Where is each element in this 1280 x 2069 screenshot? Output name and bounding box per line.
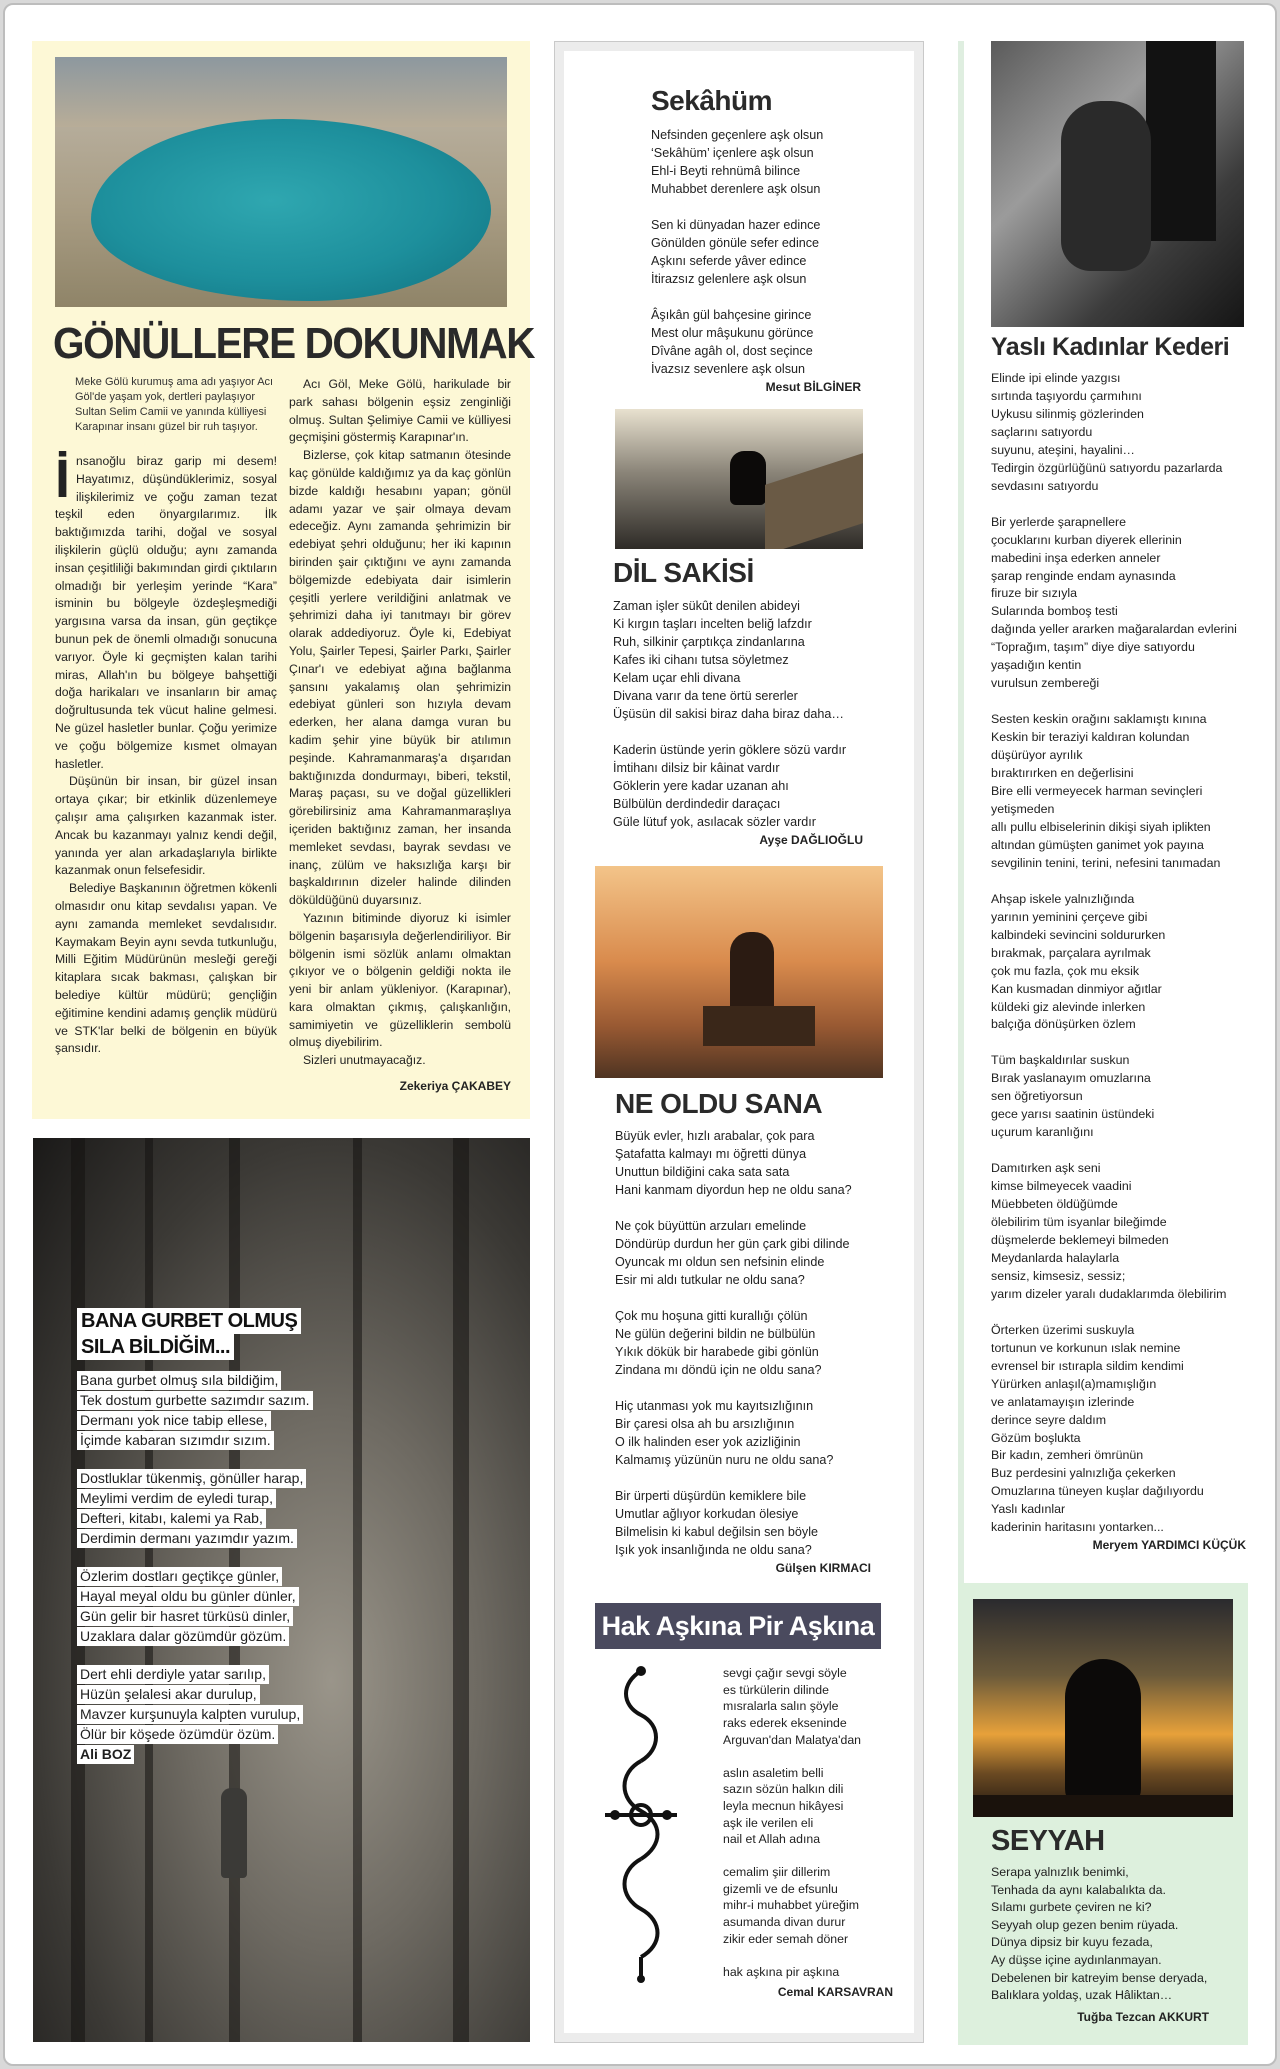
lake-photo xyxy=(55,57,507,307)
woman-silhouette xyxy=(1061,101,1151,271)
bench xyxy=(765,453,863,549)
seyyah-poem: Serapa yalnızlık benimki, Tenhada da aynı kalabalıkta da. Sılamı gurbete çeviren ne ki? Seyyah olup gezen benim rüyada. Dünya dipsiz bir kuyu fezada, Ay düşse içine aydınlanmayan. Debelenen bir katreyim bense deryada, Balıklara yoldaş, uzak Hâliktan… Tuğba Tezcan AKKURT xyxy=(991,1864,1239,2026)
sunset-girl-photo xyxy=(973,1599,1233,1817)
doorway xyxy=(1146,41,1216,241)
ne-oldu-sana-title: NE OLDU SANA xyxy=(615,1088,823,1119)
tree-trunk xyxy=(353,1138,362,2042)
ne-oldu-sana-author: Gülşen KIRMACI xyxy=(775,1561,871,1575)
article-paragraph: Bizlerse, çok kitap satmanın ötesinde kaç gönülde kaldığımız ya da kaç gönlün bizde kaldığı hesabını yapan; gönül adamı yazar ve şair olmaya devam edeceğiz. Aynı zamanda şehrimizin bir edebiyat şehri olduğunu; her iki kapının birinden şair çıktığını ve aynı zamanda bölgemizde edebiyata dair isimlerin çeşitli yerlere verildiğini anlatmak ve şehrimizi daha iyi tanıtmayı bir görev olarak addediyoruz. Öyle ki, Edebiyat Yolu, Şairler Tepesi, Şairler Parkı, Şairler Çınar'ı ve edebiyat ağına bağlanma şansını yakalamış olan şehrimizin edebiyat günleri son hızıyla devam ederken, her alana damga vuran bu kadim şehir yine büyük bir atılımın peşinde. Kahramanmaraş'a dışarıdan baktığınızda dondurmayı, biberi, tekstil, Maraş paçası, su ve doğal güzellikleri görebilirsiniz ama Kahramanmaraşlıya içeriden baktığınız zaman, her insanda memleket sevdası, bayrak sevdası ve inanç, zülüm ve haksızlığa karşı bir başkaldırının dizeler halinde dilinden döküldüğünü duyarsınız. xyxy=(289,448,511,908)
magazine-page xyxy=(3,3,1277,2066)
hak-askina-title: Hak Aşkına Pir Aşkına xyxy=(595,1603,881,1649)
yasli-kadinlar-author: Meryem YARDIMCI KÜÇÜK xyxy=(1092,1538,1246,1553)
gurbet-title-line: BANA GURBET OLMUŞ xyxy=(77,1308,301,1334)
article-paragraph: İnsanoğlu biraz garip mi desem! Hayatımız, düşündüklerimiz, sosyal ilişkilerimiz ve çoğu zaman tezat teşkil eden önyargılarımız. İlk baktığımızda tarihi, doğal ve sosyal ilişkilerin güçlü olduğu; aynı zamanda insan çeşitliliği bakımından girdi çıktıların olmadığı bir yerleşim yerinde “Kara” isminin bu bölgeyle özdeşleşmediği yargısına varsa da insan, gün geçtikçe bunun pek de önemli olmadığı sonucuna varıyor. Öyle ki geçmişten kalan tarihi miras, Allah'ın bu bölgeye bahşettiği doğa harikaları ve insanların bir amaç doğrultusunda tek vücut haline gelmesi. Ne güzel hasletler bunlar. Çoğu yerimize ve çoğu bölgemize kısmet olmayan hasletler. xyxy=(55,449,277,771)
person-silhouette xyxy=(730,932,774,1012)
old-woman-photo xyxy=(991,41,1244,327)
article-paragraph: Acı Göl, Meke Gölü, harikulade bir park sahası bölgenin eşsiz zenginliği olmuş. Sultan Şelimiye Camii ve külliyesi geçmişini göstermiş Karapınar'ın. xyxy=(289,377,511,445)
gurbet-title-line: SILA BİLDİĞİM... xyxy=(77,1334,234,1360)
gurbet-stanza-1: Bana gurbet olmuş sıla bildiğim, Tek dostum gurbette sazımdır sazım. Dermanı yok nice tabip ellese, İçimde kabaran sızımdır sızım. xyxy=(77,1370,337,1450)
dil-sakisi-poem: Zaman işler sükût denilen abideyi Ki kırgın taşları incelten beliğ lafzdır Ruh, silkinir çarptıkça zindanlarına Kafes iki cihanı tutsa söyletmez Kelam uçar ehli divana Divana varır da tene örtü sererler Üşüsün dil sakisi biraz daha biraz daha… Kaderin üstünde yerin göklere sözü vardır İmtihanı dilsiz bir kâinat vardır Göklerin yere kadar uzanan ahı Bülbülün derdindedir daraçacı Güle lütuf yok, asılacak sözler vardır Ayşe DAĞLIOĞLU xyxy=(613,599,863,847)
lake-shore xyxy=(55,57,507,127)
tree-trunk xyxy=(453,1138,469,2042)
dil-sakisi-title: DİL SAKİSİ xyxy=(613,557,754,588)
sitting-man-silhouette xyxy=(730,451,766,505)
article-paragraph: Yazının bitiminde diyoruz ki isimler bölgenin başarısıyla değerlendiriliyor. Bir bölgenin ismi sözlük anlamı olmaktan çıkıyor ve o bölgenin geldiği nokta ile yeni bir anlam yükleniyor. (Karapınar), kara olmaktan çıkmış, çalışkanlığın, samimiyetin ve güzelliklerin sembolü olmuş diyebilirim. xyxy=(289,910,511,1050)
lake-water xyxy=(91,119,491,301)
article-paragraph: Sizleri unutmayacağız. xyxy=(303,1053,426,1068)
article-title: GÖNÜLLERE DOKUNMAK xyxy=(53,319,535,368)
article-column-2 xyxy=(289,376,511,1096)
gurbet-stanza-3: Özlerim dostları geçtikçe günler, Hayal meyal oldu bu günler dünler, Gün gelir bir hasret türküsü dinler, Uzaklara dalar gözümdür gözüm. xyxy=(77,1566,337,1646)
gurbet-stanza-4: Dert ehli derdiyle yatar sarılıp, Hüzün şelalesi akar durulup, Mavzer kurşunuyla kalpten vurulup, Ölür bir köşede özümdür özüm. Ali BOZ xyxy=(77,1664,337,1764)
article-author: Zekeriya ÇAKABEY xyxy=(399,1079,511,1094)
bench-photo xyxy=(615,409,863,549)
gurbet-stanza-2: Dostluklar tükenmiş, gönüller harap, Meylimi verdim de eyledi turap, Defteri, kitabı, kalemi ya Rab, Derdimin dermanı yazımdır yazım. xyxy=(77,1468,337,1548)
dil-sakisi-author: Ayşe DAĞLIOĞLU xyxy=(759,833,863,847)
seyyah-title: SEYYAH xyxy=(991,1825,1105,1857)
article-paragraph: Belediye Başkanının öğretmen kökenli olmasıdır onu kitap sevdalısı yapan. Ve aynı zamanda memleket sevdalısıdır. Kaymakam Beyin aynı sevda tutkunluğu, Milli Eğitim Müdürünün mesleği gereği kitaplara sıcak bakması, çalışkan bir belediye kültür müdürü; gençliğin eğitimine kendini adamış gençlik müdürü ve STK'lar belki de bölgenin en büyük şansıdır. xyxy=(55,881,277,1056)
article-column-1 xyxy=(55,449,277,1058)
seyyah-author: Tuğba Tezcan AKKURT xyxy=(1077,2009,1209,2024)
sekahum-title: Sekâhüm xyxy=(651,85,772,116)
drop-cap: İ xyxy=(55,449,71,509)
yasli-kadinlar-poem: Elinde ipi elinde yazgısı sırtında taşıyordu çarmıhını Uykusu silinmiş gözlerinden saçlarını satıyordu suyunu, ateşini, hayalini… Tedirgin özgürlüğünü satıyordu pazarlarda sevdasını satıyordu Bir yerlerde şarapnellere çocuklarını kurban diyerek ellerinin mabedini inşa ederken anneler şarap renginde endam aynasında firuze bir sızıyla Sularında bomboş testi dağında yeller ararken mağaralardan evlerini “Toprağım, taşım” diye diye satıyordu yaşadığın kentin vurulsun zembereği Sesten keskin orağını saklamıştı kınına Keskin bir teraziyi kaldıran kolundan düşürüyor ayrılık bıraktırırken en değerlisini Bire elli vermeyecek harman sevinçleri yetişmeden allı pullu elbiselerinin dikişi siyah iplikten altından gümüşten ganimet yok payına sevgilinin tenini, terini, nefesini tanımadan Ahşap iskele yalnızlığında yarının yeminini çerçeve gibi kalbindeki sevincini soldururken bırakmak, parçalara ayrılmak çok mu fazla, çok mu eksik Kan kusmadan dinmiyor ağıtlar küldeki giz alevinde inlerken balçığa dönüşürken özlem Tüm başkaldırılar suskun Bırak yaslanayım omuzlarına sen öğretiyorsun gece yarısı saatinin üstündeki uçurum karanlığını Damıtırken aşk seni kimse bilmeyecek vaadini Müebbeten öldüğümde ölebilirim tüm isyanlar bileğimde düşmelerde beklemeyi bilmeden Meydanlarda halaylarla sensiz, kimsesiz, sessiz; yarım dizeler yaralı dudaklarımda ölebilirim Örterken üzerimi suskuyla tortunun ve korkunun ıslak nemine evrensel bir ıstırapla sildim kendimi Yürürken anlaşıl(a)mamışlığın ve anlatamayışın izlerinde derince seyre daldım Gözüm boşlukta Bir kadın, zemheri ömrünün Buz perdesini yalnızlığa çekerken Omuzlarına tüneyen kuşlar dağılıyordu Yaslı kadınlar kaderinin haritasını yontarken... Meryem YARDIMCI KÜÇÜK xyxy=(991,370,1246,1555)
gurbet-poem xyxy=(77,1308,337,1764)
ne-oldu-sana-poem: Büyük evler, hızlı arabalar, çok para Şatafatta kalmayı mı öğretti dünya Unuttun bildiğini caka sata sata Hani kanmam diyordun hep ne oldu sana? Ne çok büyüttün arzuları emelinde Döndürüp durdun her gün çark gibi dilinde Oyuncak mı oldun sen nefsinin elinde Esir mi aldı tutkular ne oldu sana? Çok mu hoşuna gitti kurallığı çölün Ne gülün değerini bildin ne bülbülün Yıkık dökük bir harabede gibi gönlün Zindana mı döndü için ne oldu sana? Hiç utanması yok mu kayıtsızlığının Bir çaresi olsa ah bu arsızlığının O ilk halinden eser yok azizliğinin Kalmamış yüzünün nuru ne oldu sana? Bir ürperti düşürdün kemiklere bile Umutlar ağlıyor korkudan ölesiye Bilmelisin ki kabul değilsin sen böyle Işık yok insanlığında ne oldu sana? Gülşen KIRMACI xyxy=(615,1129,871,1575)
hak-askina-poem: sevgi çağır sevgi söyle es türkülerin dilinde mısralarla salın şöyle raks ederek ekseninde Arguvan'dan Malatya'dan aslın asaletim belli sazın sözün halkın dili leyla mecnun hikâyesi aşk ile verilen eli nail et Allah adına cemalim şiir dillerim gizemli ve de efsunlu mihr-i muhabbet yüreğim asumanda divan durur zikir eder semah döner hak aşkına pir aşkına Cemal KARSAVRAN xyxy=(723,1666,893,2000)
bench xyxy=(703,1006,815,1046)
girl-silhouette xyxy=(1065,1659,1141,1809)
gurbet-author: Ali BOZ xyxy=(77,1745,134,1764)
article-paragraph: Düşünün bir insan, bir güzel insan ortaya çıkar; bir etkinlik düzenlemeye çalışır ama çalışırken kazanmak ister. Ancak bu kazanmayı yalnız kendi değil, yanında yer alan arkadaşlarıyla birlikte kazanmak onun felsefesidir. xyxy=(55,774,277,878)
yasli-kadinlar-title: Yaslı Kadınlar Kederi xyxy=(991,333,1230,361)
ornament-icon xyxy=(601,1665,681,1983)
sekahum-poem: Nefsinden geçenlere aşk olsun ‘Sekâhüm’ içenlere aşk olsun Ehl-i Beyti rehnümâ bilince Muhabbet derenlere aşk olsun Sen ki dünyadan hazer edince Gönülden gönüle sefer edince Aşkını seferde yâver edince İtirazsız gelenlere aşk olsun Âşıkân gül bahçesine girince Mest olur mâşukunu görünce Dîvâne agâh ol, dost seçince İvazsız sevenlere aşk olsun Mesut BİLGİNER xyxy=(651,128,861,394)
sunset-city-photo xyxy=(595,866,883,1078)
hak-askina-author: Cemal KARSAVRAN xyxy=(777,1985,893,2000)
ground xyxy=(973,1795,1233,1817)
walking-man-silhouette xyxy=(221,1788,247,1878)
article-summary: Meke Gölü kurumuş ama adı yaşıyor Acı Göl'de yaşam yok, dertleri paylaşıyor Sultan Selim Camii ve yanında külliyesi Karapınar insanı güzel bir ruh taşıyor. xyxy=(75,376,274,433)
sekahum-author: Mesut BİLGİNER xyxy=(765,380,861,394)
